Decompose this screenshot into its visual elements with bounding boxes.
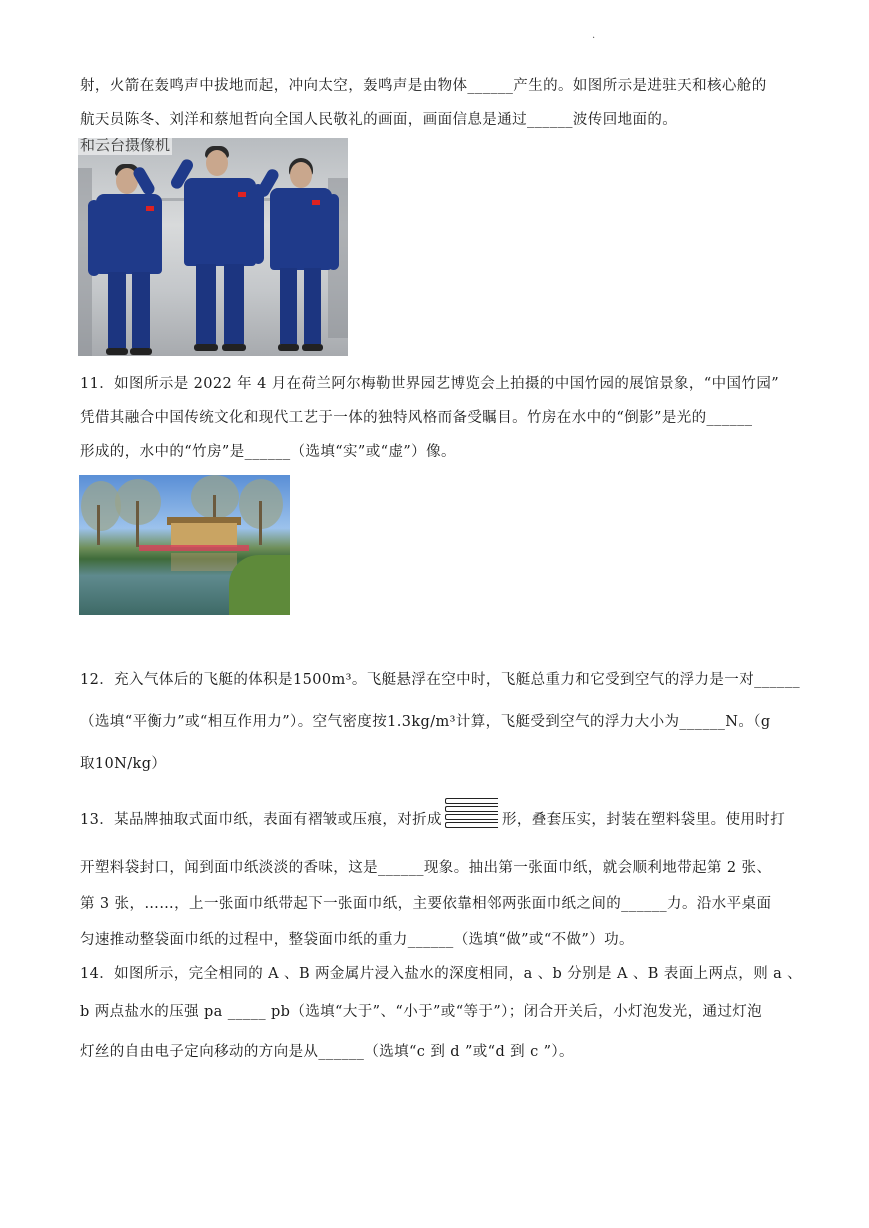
q14-line-3: 灯丝的自由电子定向移动的方向是从______（选填“c 到 d ”或“d 到 c ”）。 <box>80 1044 574 1060</box>
q13-line-1b: 形，叠套压实，封装在塑料袋里。使用时打 <box>502 812 786 828</box>
astronauts-photo <box>78 138 348 356</box>
photo-caption: 和云台摄像机 <box>78 138 172 155</box>
intro-line-1: 射，火箭在轰鸣声中拔地而起，冲向太空，轰鸣声是由物体______产生的。如图所示是进驻天和核心舱的 <box>80 78 767 94</box>
q11-line-2: 凭借其融合中国传统文化和现代工艺于一体的独特风格而备受瞩目。竹房在水中的“倒影”是光的______ <box>80 410 753 426</box>
bamboo-garden-photo <box>79 475 290 615</box>
q12-line-2: （选填“平衡力”或“相互作用力”）。空气密度按1.3kg/m³计算，飞艇受到空气的浮力大小为______N。（g <box>80 714 771 730</box>
q14-line-2: b 两点盐水的压强 pa _____ pb（选填“大于”、“小于”或“等于”）；闭合开关后，小灯泡发光，通过灯泡 <box>80 1004 763 1020</box>
q13-line-1a: 13．某品牌抽取式面巾纸，表面有褶皱或压痕，对折成 <box>80 812 442 828</box>
intro-line-2: 航天员陈冬、刘洋和蔡旭哲向全国人民敬礼的画面，画面信息是通过______波传回地面的。 <box>80 112 678 128</box>
q13-line-2: 开塑料袋封口，闻到面巾纸淡淡的香味，这是______现象。抽出第一张面巾纸，就会顺利地带起第 2 张、 <box>80 860 772 876</box>
q11-line-1: 11．如图所示是 2022 年 4 月在荷兰阿尔梅勒世界园艺博览会上拍摄的中国竹园的展馆景象，“中国竹园” <box>80 376 780 392</box>
q13-line-4: 匀速推动整袋面巾纸的过程中，整袋面巾纸的重力______（选填“做”或“不做”）功。 <box>80 932 634 948</box>
q11-line-3: 形成的，水中的“竹房”是______（选填“实”或“虚”）像。 <box>80 444 456 460</box>
q12-line-3: 取10N/kg） <box>80 756 167 772</box>
q14-line-1: 14．如图所示，完全相同的 A 、B 两金属片浸入盐水的深度相同，a 、b 分别是 A 、B 表面上两点，则 a 、 <box>80 966 803 982</box>
q12-line-1: 12．充入气体后的飞艇的体积是1500m³。飞艇悬浮在空中时，飞艇总重力和它受到空气的浮力是一对______ <box>80 672 801 688</box>
folded-tissue-icon <box>445 798 501 838</box>
q13-line-3: 第 3 张，……，上一张面巾纸带起下一张面巾纸，主要依靠相邻两张面巾纸之间的______力。沿水平桌面 <box>80 896 772 912</box>
page-mark: . <box>592 30 596 41</box>
